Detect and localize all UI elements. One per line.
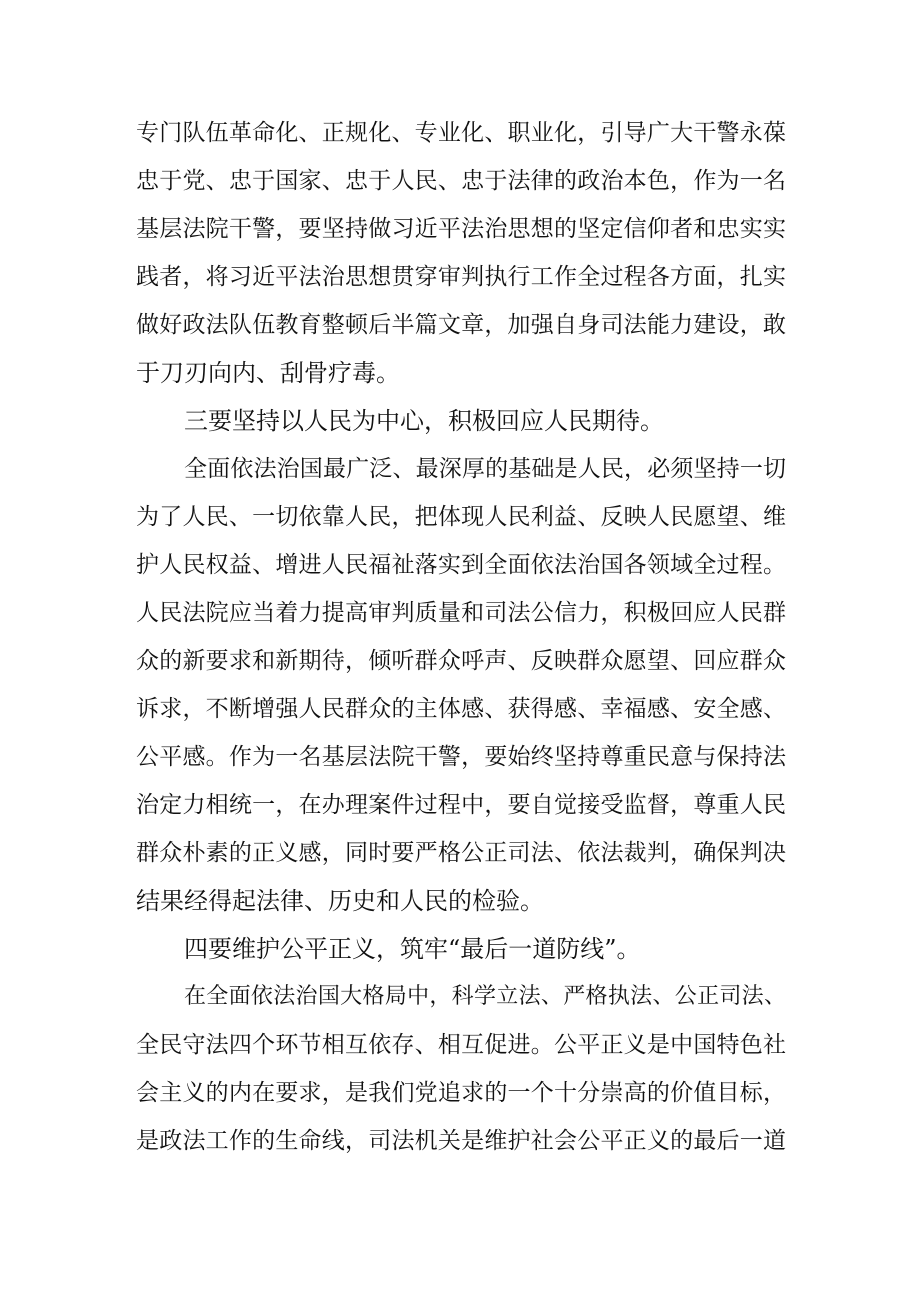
text-line: 全民守法四个环节相互依存、相互促进。公平正义是中国特色社 <box>136 1032 786 1058</box>
text-line: 在全面依法治国大格局中，科学立法、严格执法、公正司法、 <box>184 984 786 1009</box>
text-line: 专门队伍革命化、正规化、专业化、职业化，引导广大干警永葆 <box>136 120 786 146</box>
text-line: 做好政法队伍教育整顿后半篇文章，加强自身司法能力建设，敢 <box>136 312 786 338</box>
section-heading: 三要坚持以人民为中心，积极回应人民期待。 <box>184 407 664 435</box>
text-line: 众的新要求和新期待，倾听群众呼声、反映群众愿望、回应群众 <box>136 648 786 674</box>
text-line: 护人民权益、增进人民福祉落实到全面依法治国各领域全过程。 <box>136 552 786 578</box>
text-line: 人民法院应当着力提高审判质量和司法公信力，积极回应人民群 <box>136 600 786 626</box>
text-line: 会主义的内在要求，是我们党追求的一个十分崇高的价值目标， <box>136 1080 786 1106</box>
text-line: 全面依法治国最广泛、最深厚的基础是人民，必须坚持一切 <box>184 456 786 482</box>
text-line: 诉求，不断增强人民群众的主体感、获得感、幸福感、安全感、 <box>136 696 786 722</box>
text-line: 治定力相统一，在办理案件过程中，要自觉接受监督，尊重人民 <box>136 792 786 818</box>
section-heading: 四要维护公平正义，筑牢“最后一道防线”。 <box>184 935 641 963</box>
text-line: 结果经得起法律、历史和人民的检验。 <box>136 887 544 915</box>
text-line: 于刀刃向内、刮骨疗毒。 <box>136 359 400 387</box>
text-line: 是政法工作的生命线，司法机关是维护社会公平正义的最后一道 <box>136 1128 786 1154</box>
text-line: 忠于党、忠于国家、忠于人民、忠于法律的政治本色，作为一名 <box>136 168 786 194</box>
text-line: 为了人民、一切依靠人民，把体现人民利益、反映人民愿望、维 <box>136 504 786 530</box>
text-line: 践者，将习近平法治思想贯穿审判执行工作全过程各方面，扎实 <box>136 264 786 290</box>
text-line: 基层法院干警，要坚持做习近平法治思想的坚定信仰者和忠实实 <box>136 216 786 242</box>
text-line: 公平感。作为一名基层法院干警，要始终坚持尊重民意与保持法 <box>136 744 786 770</box>
text-line: 群众朴素的正义感，同时要严格公正司法、依法裁判，确保判决 <box>136 840 786 866</box>
